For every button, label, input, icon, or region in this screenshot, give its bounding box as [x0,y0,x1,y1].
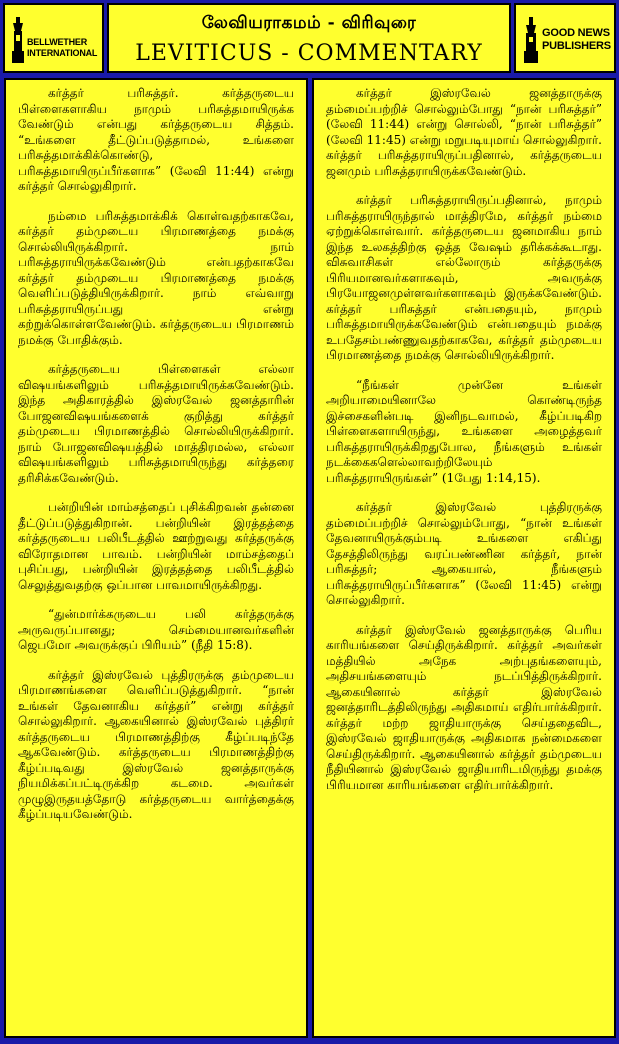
bell-tower-icon [11,17,25,63]
right-paragraph-3: “நீங்கள் முன்னே உங்கள் அறியாமையினாலே கொண்டிருந்த இச்சைகளின்படி இனிநடவாமல், கீழ்ப்படிகிற பிள்ளைகளாயிருந்து, உங்களை அழைத்தவர் பரிசுத்தராயிருக்கிறதுபோல, நீங்களும் உங்கள் நடக்கைகளெல்லாவற்றிலேயும் பரிசுத்தராயிருங்கள்” (1பேது 1:14,15). [326,377,602,485]
right-paragraph-2: கர்த்தர் பரிசுத்தராயிருப்பதினால், நாமும் பரிசுத்தராயிருந்தால் மாத்திரமே, கர்த்தர் நம்மை ஏற்றுக்கொள்வார். கர்த்தருடைய ஜனமாகிய நாம் இந்த உலகத்திற்கு ஒத்த வேஷம் தரிக்கக்கூடாது. விசுவாசிகள் எல்லோரும் கர்த்தருக்கு பிரியமானவர்களாகவும், அவருக்கு பிரயோஜனமுள்ளவர்களாகவும் இருக்கவேண்டும். கர்த்தர் பரிசுத்தர் என்பதையும், நாமும் பரிசுத்தமாயிருக்கவேண்டும் என்பதையும் நமக்கு உபதேசம்பண்ணுவதற்காகவே, கர்த்தர் தம்முடைய பிரமாணத்தை நமக்கு சொல்லியிருக்கிறார். [326,193,602,362]
right-logo-line-2: PUBLISHERS [542,40,611,52]
page-title-tamil: லேவியராகமம் - விரிவுரை [201,13,417,33]
left-paragraph-1: கர்த்தர் பரிசுத்தர். கர்த்தருடைய பிள்ளைகளாகிய நாமும் பரிசுத்தமாயிருக்க வேண்டும் என்பது கர்த்தருடைய சித்தம். “உங்களை தீட்டுப்படுத்தாமல், உங்களை பரிசுத்தமாக்கிக்கொண்டு, பரிசுத்தமாயிருப்பீர்களாக” (லேவி 11:44) என்று கர்த்தர் சொல்லுகிறார். [18,86,294,193]
right-paragraph-5: கர்த்தர் இஸ்ரவேல் ஜனத்தாருக்கு பெரிய காரியங்களை செய்திருக்கிறார். கர்த்தர் அவர்கள் மத்தியில் அநேக அற்புதங்களையும், அதிசயங்களையும் நடப்பித்திருக்கிறார். ஆகையினால் கர்த்தர் இஸ்ரவேல் ஜனத்தாரிடத்திலிருந்து அதிகமாய் எதிர்பார்க்கிறார். கர்த்தர் மற்ற ஜாதியாருக்கு செய்ததைவிட, இஸ்ரவேல் ஜாதியாருக்கு அதிகமாக நன்மைகளை செய்திருக்கிறார். ஆகையினால் கர்த்தர் தம்முடைய நீதியினால் இஸ்ரவேல் ஜாதியாரிடமிருந்து தமக்கு பிரியமான காரியங்களை எதிர்பார்க்கிறார். [326,622,602,792]
left-paragraph-4: பன்றியின் மாம்சத்தைப் புசிக்கிறவன் தன்னை தீட்டுப்படுத்துகிறான். பன்றியின் இரத்தத்தை கர்த்தருடைய பலிபீடத்தில் ஊற்றுவது கர்த்தருக்கு விரோதமான பாவம். பன்றியின் மாம்சத்தைப் புசிப்பது, பன்றியின் இரத்தத்தை பலிபீடத்தில் செலுத்துவதற்கு ஒப்பான பாவமாயிருக்கிறது. [18,500,294,592]
bellwether-logo [11,13,101,67]
good-news-logo [522,13,612,67]
left-paragraph-3: கர்த்தருடைய பிள்ளைகள் எல்லா விஷயங்களிலும் பரிசுத்தமாயிருக்கவேண்டும். இந்த அதிகாரத்தில் இஸ்ரவேல் ஜனத்தாரின் போஜனவிஷயங்களைக் குறித்து கர்த்தர் தம்முடைய பிரமாணத்தில் சொல்லியிருக்கிறார். நாம் போஜனவிஷயத்தில் மாத்திரமல்ல, எல்லா விஷயங்களிலும் பரிசுத்தமாயிருந்து கர்த்தரை தரிசிக்கவேண்டும். [18,362,294,485]
left-paragraph-5: “துன்மார்க்கருடைய பலி கர்த்தருக்கு அருவருப்பானது; செம்மையானவர்களின் ஜெபமோ அவருக்குப் பிரியம்” (நீதி 15:8). [18,607,294,652]
right-paragraph-1: கர்த்தர் இஸ்ரவேல் ஜனத்தாருக்கு தம்மைப்பற்றிச் சொல்லும்போது “நான் பரிசுத்தர்” (லேவி 11:44) என்று சொல்லி, “நான் பரிசுத்தர்” (லேவி 11:45) என்று மறுபடியுமாய் சொல்லுகிறார். கர்த்தர் பரிசுத்தராயிருப்பதினால், கர்த்தருடைய ஜனமும் பரிசுத்தராயிருக்கவேண்டும். [326,86,602,178]
left-paragraph-6: கர்த்தர் இஸ்ரவேல் புத்திரருக்கு தம்முடைய பிரமாணங்களை வெளிப்படுத்துகிறார். “நான் உங்கள் தேவனாகிய கர்த்தர்” என்று கர்த்தர் சொல்லுகிறார். ஆகையினால் இஸ்ரவேல் புத்திரர் கர்த்தருடைய பிரமாணத்திற்கு கீழ்ப்படிந்தே ஆகவேண்டும். கர்த்தருடைய பிரமாணத்திற்கு கீழ்ப்படிவது இஸ்ரவேல் ஜனத்தாருக்கு நியமிக்கப்பட்டிருக்கிற கடமை. அவர்கள் முழுஇருதயத்தோடு கர்த்தருடைய வார்த்தைக்கு கீழ்ப்படியவேண்டும். [18,667,294,821]
right-logo-box [514,3,616,73]
tower-icon [522,17,540,63]
header [3,3,616,76]
title-box [107,3,511,73]
left-logo-box [3,3,104,73]
left-column [4,78,308,1038]
left-logo-line-2: INTERNATIONAL [27,48,98,58]
left-paragraph-2: நம்மை பரிசுத்தமாக்கிக் கொள்வதற்காகவே, கர்த்தர் தம்முடைய பிரமாணத்தை நமக்கு சொல்லியிருக்கிறார். நாம் பரிசுத்தராயிருக்கவேண்டும் என்பதற்காகவே கர்த்தர் தம்முடைய பிரமாணத்தை நமக்கு வெளிப்படுத்தியிருக்கிறார். நாம் எவ்வாறு பரிசுத்தராயிருப்பது என்று கற்றுக்கொள்ளவேண்டும். கர்த்தருடைய பிரமாணம் நமக்கு போதிக்கும். [18,208,294,347]
right-column [312,78,616,1038]
right-logo-line-1: GOOD NEWS [542,27,610,39]
right-paragraph-4: கர்த்தர் இஸ்ரவேல் புத்திரருக்கு தம்மைப்பற்றிச் சொல்லும்போது, “நான் உங்கள் தேவனாயிருக்கும்படி உங்களை எகிப்து தேசத்திலிருந்து வரப்பண்ணின கர்த்தர், நான் பரிசுத்தர்; ஆகையால், நீங்களும் பரிசுத்தராயிருப்பீர்களாக” (லேவி 11:45) என்று சொல்லுகிறார். [326,500,602,607]
page-title-english: LEVITICUS - COMMENTARY [135,41,483,66]
left-logo-line-1: BELLWETHER [27,37,87,47]
